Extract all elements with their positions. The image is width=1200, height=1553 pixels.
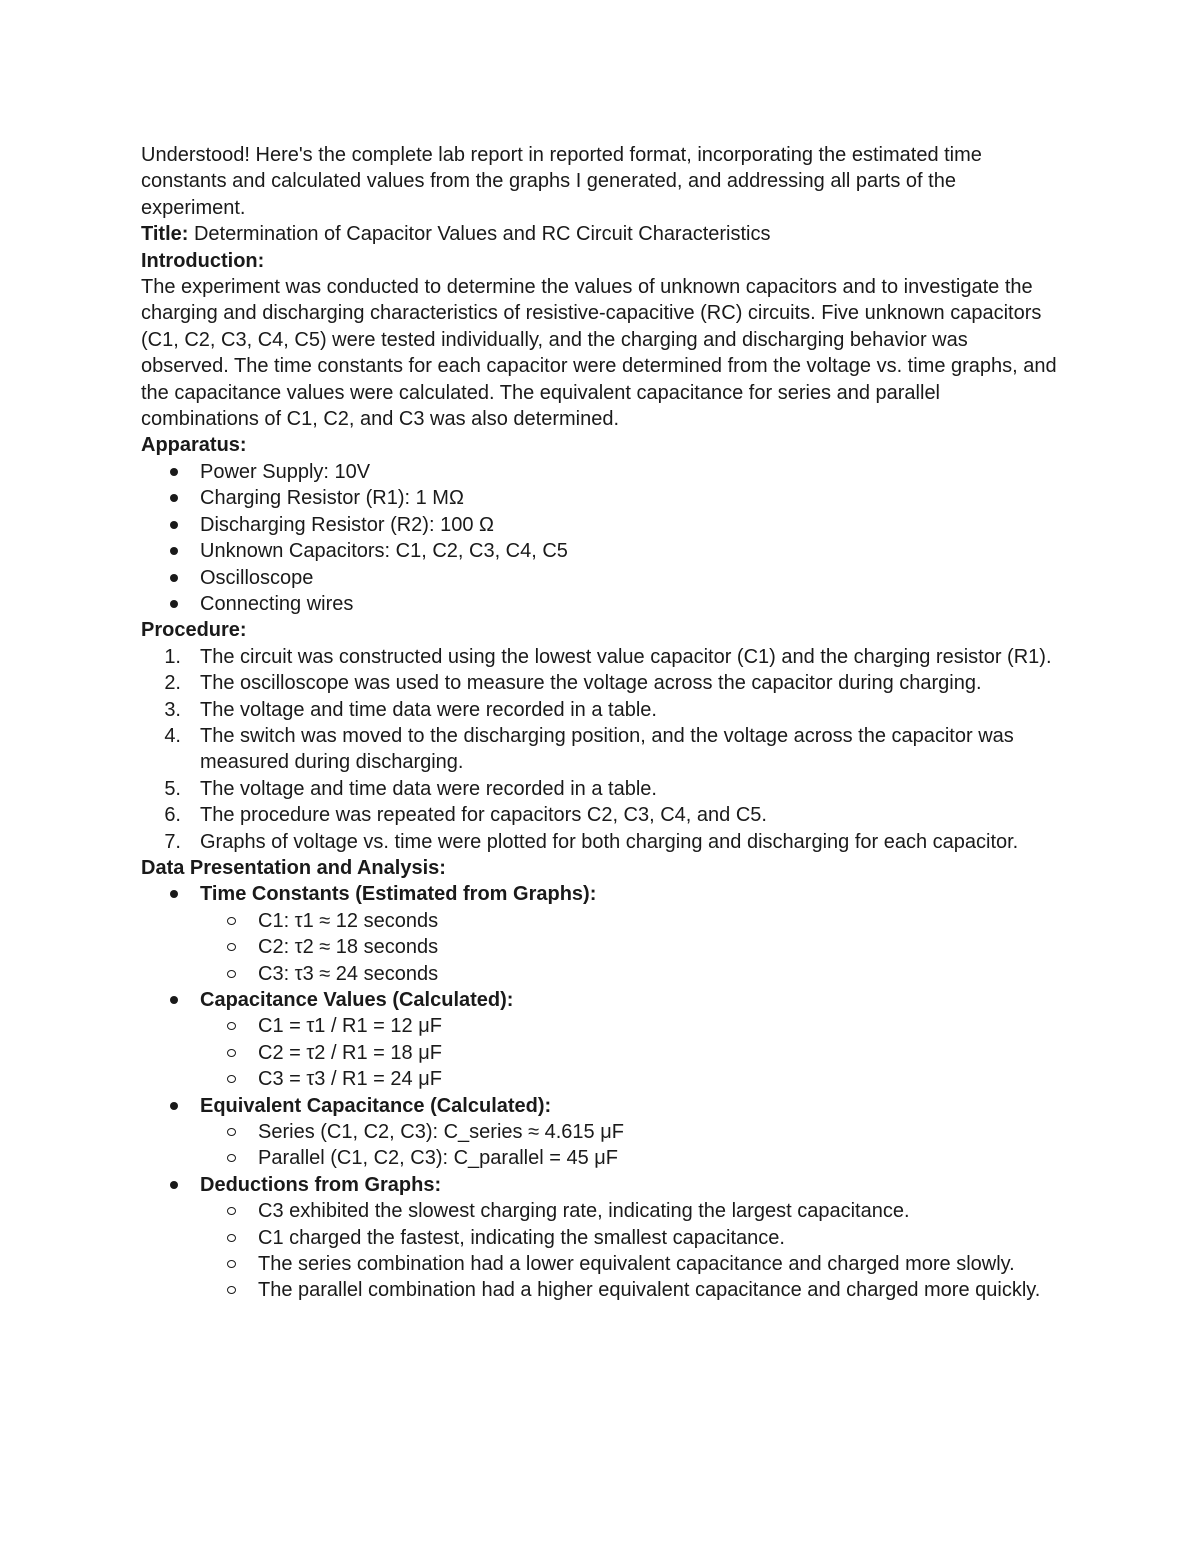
deductions-section: Deductions from Graphs: — [141, 1172, 1061, 1198]
introduction-heading: Introduction: — [141, 249, 265, 272]
sub-list-item: C1 = τ1 / R1 = 12 μF — [141, 1013, 1061, 1039]
bullet-icon — [170, 1102, 178, 1110]
step-number: 5. — [164, 777, 181, 800]
procedure-step: 7. Graphs of voltage vs. time were plotted for both charging and discharging for each capacitor. — [141, 829, 1061, 855]
bullet-icon — [170, 574, 178, 582]
procedure-step: 4. The switch was moved to the discharging position, and the voltage across the capacitor was measured during discharging. — [141, 723, 1061, 776]
introduction-body: The experiment was conducted to determine the values of unknown capacitors and to investigate the charging and discharging characteristics of resistive-capacitive (RC) circuits. Five unknown capacitors (C1, C2, C3, C4, C5) were tested individually, and the charging and discharging behavior was observed. The time constants for each capacitor were determined from the voltage vs. time graphs, and the capacitance values were calculated. The equivalent capacitance for series and parallel combinations of C1, C2, and C3 was also determined. — [141, 276, 1057, 431]
sub-list-item: Parallel (C1, C2, C3): C_parallel = 45 μF — [141, 1145, 1061, 1171]
circle-bullet-icon — [227, 1154, 236, 1162]
sub-list-item: C1: τ1 ≈ 12 seconds — [141, 908, 1061, 934]
step-number: 7. — [164, 830, 181, 853]
bullet-icon — [170, 890, 178, 898]
circle-bullet-icon — [227, 1022, 236, 1030]
procedure-step: 5. The voltage and time data were recorded in a table. — [141, 776, 1061, 802]
list-item: Discharging Resistor (R2): 100 Ω — [141, 512, 1061, 538]
bullet-icon — [170, 996, 178, 1004]
circle-bullet-icon — [227, 970, 236, 978]
circle-bullet-icon — [227, 943, 236, 951]
list-item: Oscilloscope — [141, 565, 1061, 591]
time-constants-section: Time Constants (Estimated from Graphs): — [141, 881, 1061, 907]
circle-bullet-icon — [227, 1286, 236, 1294]
procedure-list — [141, 644, 1061, 855]
circle-bullet-icon — [227, 917, 236, 925]
step-number: 3. — [164, 698, 181, 721]
equivalent-capacitance-section: Equivalent Capacitance (Calculated): — [141, 1093, 1061, 1119]
document-body — [141, 142, 1061, 1304]
bullet-icon — [170, 547, 178, 555]
apparatus-list — [141, 459, 1061, 617]
step-number: 6. — [164, 804, 181, 827]
title-text: Determination of Capacitor Values and RC Circuit Characteristics — [188, 223, 771, 246]
step-number: 1. — [164, 645, 181, 668]
sub-list-item: C1 charged the fastest, indicating the smallest capacitance. — [141, 1225, 1061, 1251]
list-item: Unknown Capacitors: C1, C2, C3, C4, C5 — [141, 538, 1061, 564]
sub-list-item: C3 exhibited the slowest charging rate, indicating the largest capacitance. — [141, 1198, 1061, 1224]
bullet-icon — [170, 600, 178, 608]
circle-bullet-icon — [227, 1234, 236, 1242]
bullet-icon — [170, 521, 178, 529]
circle-bullet-icon — [227, 1260, 236, 1268]
list-item: Charging Resistor (R1): 1 MΩ — [141, 485, 1061, 511]
sub-list-item: C3: τ3 ≈ 24 seconds — [141, 961, 1061, 987]
circle-bullet-icon — [227, 1207, 236, 1215]
list-item: Power Supply: 10V — [141, 459, 1061, 485]
circle-bullet-icon — [227, 1049, 236, 1057]
procedure-heading: Procedure: — [141, 619, 247, 642]
procedure-step: 2. The oscilloscope was used to measure the voltage across the capacitor during charging. — [141, 670, 1061, 696]
procedure-step: 1. The circuit was constructed using the lowest value capacitor (C1) and the charging resistor (R1). — [141, 644, 1061, 670]
step-number: 2. — [164, 672, 181, 695]
sub-list-item: C2: τ2 ≈ 18 seconds — [141, 934, 1061, 960]
circle-bullet-icon — [227, 1128, 236, 1136]
sub-list-item: C3 = τ3 / R1 = 24 μF — [141, 1066, 1061, 1092]
bullet-icon — [170, 468, 178, 476]
title-label: Title: — [141, 223, 189, 246]
apparatus-heading: Apparatus: — [141, 434, 247, 457]
bullet-icon — [170, 1181, 178, 1189]
list-item: Connecting wires — [141, 591, 1061, 617]
sub-list-item: C2 = τ2 / R1 = 18 μF — [141, 1040, 1061, 1066]
sub-list-item: The parallel combination had a higher equivalent capacitance and charged more quickly. — [141, 1277, 1061, 1303]
analysis-heading: Data Presentation and Analysis: — [141, 856, 446, 879]
procedure-step: 3. The voltage and time data were recorded in a table. — [141, 697, 1061, 723]
capacitance-values-section: Capacitance Values (Calculated): — [141, 987, 1061, 1013]
sub-list-item: The series combination had a lower equivalent capacitance and charged more slowly. — [141, 1251, 1061, 1277]
step-number: 4. — [164, 724, 181, 747]
sub-list-item: Series (C1, C2, C3): C_series ≈ 4.615 μF — [141, 1119, 1061, 1145]
report-title — [141, 221, 1061, 247]
analysis-list — [141, 881, 1061, 1304]
procedure-step: 6. The procedure was repeated for capacitors C2, C3, C4, and C5. — [141, 802, 1061, 828]
circle-bullet-icon — [227, 1075, 236, 1083]
intro-note: Understood! Here's the complete lab report in reported format, incorporating the estimated time constants and calculated values from the graphs I generated, and addressing all parts of the experiment. — [141, 144, 982, 219]
bullet-icon — [170, 494, 178, 502]
